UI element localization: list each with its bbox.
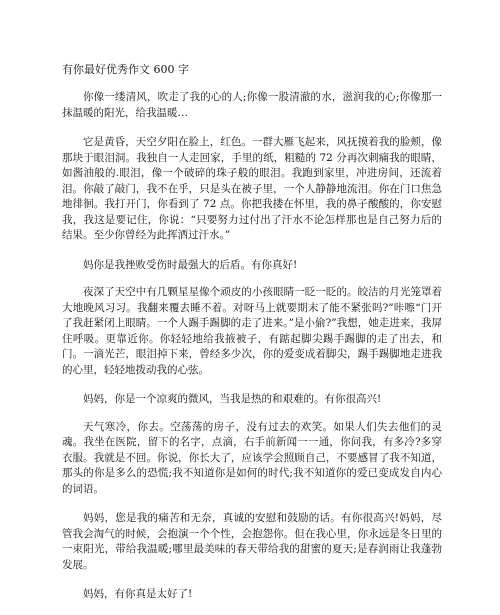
- paragraph-2: 它是黄昏，天空夕阳在脸上，红色。一群大雁飞起来，风抚摸着我的脸颊，像那块于眼泪洞。我独自一人走回家，手里的纸，粗糙的 72 分再次刺痛我的眼睛，如酱油般的.眼泪，像一个破碎的珠子般的眼泪。我跑到家里，冲进房间，还流着泪。你敲了敲门，我不在乎，只是头在被子里，一个人静静地流泪。你在门口焦急地徘徊。我打开门，你看到了 72 点。你把我搂在怀里，我的鼻子酸酸的，你安慰我，我这是要记住，你说：“只要努力过付出了汗水不论怎样那也是自己努力后的结果。至少你曾经为此挥洒过汗水。”: [62, 136, 442, 241]
- paragraph-3: 妈你是我挫败受伤时最强大的后盾。有你真好!: [83, 258, 298, 271]
- document-page: [62, 62, 442, 615]
- paragraph-1: 你像一缕清风，吹走了我的心的人;你像一股清澈的水，滋润我的心;你像那一抹温暖的阳光，给我温暖…: [62, 91, 442, 119]
- paragraph-4: 夜深了天空中有几颗星星像个顽皮的小孩眼睛一眨一眨的。皎洁的月光笼罩着大地晚风习习。我翻来覆去睡不着。对呀马上就要期末了能不紧张吗?”咔嚓“门开了我赶紧闭上眼睛。一个人踢手踢脚的走了进来。”是小偷?”我想，她走进来，我屏住呼吸。更靠近你。你轻轻地给我掖被子，有踮起脚尖踢手踢脚的走了出去，和门。一滴光芒，眼泪掉下来，曾经多少次，你的爱变成着脚尖，踢手踢脚地走进我的心里，轻轻地拨动我的心弦。: [62, 286, 442, 376]
- paragraph-6: 天气寒冷，你去。空荡荡的房子，没有过去的欢笑。如果人们失去他们的灵魂。我坐在医院，留下的名字，点滴，右手前新闻一一通，你问我，有多冷?多穿衣服。我就是不回。你说，你长大了，应该学会照顾自己，不要感冒了我不知道，那头的你是多么的恐慌;我不知道你是如何的时代;我不知道你的爱已变成发自内心的词语。: [62, 420, 442, 495]
- paragraph-8: 妈妈，有你真是太好了!: [83, 588, 193, 600]
- paragraph-5: 妈妈，你是一个凉爽的微风，当我是热的和艰难的。有你很高兴!: [83, 393, 382, 405]
- document-title: 有你最好优秀作文 600 字: [62, 63, 189, 76]
- paragraph-7: 妈妈，您是我的痛苦和无奈，真诚的安慰和鼓励的话。有你很高兴!妈妈，尽管我会淘气的时候，会抱演一个个性，会抱怨你。但在我心里，你永远是冬日里的一束阳光，带给我温暖;哪里最美味的春天带给我的甜蜜的夏天;是春润雨让我蓬勃发展。: [62, 512, 442, 571]
